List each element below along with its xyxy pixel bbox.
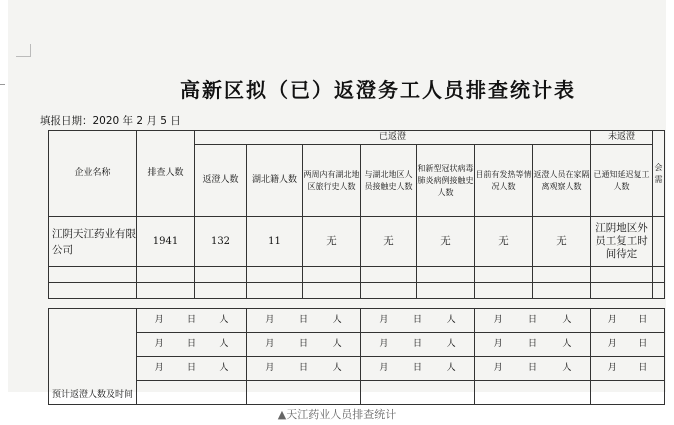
forecast-row: 预计返澄人数及时间 月 日 人 月 日 人 月 日 人 月 日 人 月 日 <box>49 309 665 333</box>
survey-table-wrapper <box>48 130 665 405</box>
page-title: 高新区拟（已）返澄务工人员排查统计表 <box>180 78 576 102</box>
edge-mark <box>0 84 5 90</box>
header-hubei-native: 湖北籍人数 <box>247 145 303 217</box>
company-name: 江阴天江药业有限公司 <box>49 217 137 267</box>
header-contact-pneumonia: 和新型冠状病毒肺炎病例接触史人数 <box>417 145 475 217</box>
isolated-value: 无 <box>533 217 591 267</box>
blank-row <box>49 267 665 283</box>
header-returned-count: 返澄人数 <box>195 145 247 217</box>
header-company: 企业名称 <box>49 131 137 217</box>
survey-table <box>48 130 665 405</box>
spacer-row <box>49 299 665 309</box>
group-header-row <box>49 131 665 145</box>
contact-hubei-value: 无 <box>361 217 417 267</box>
forecast-label: 预计返澄人数及时间 <box>49 309 137 405</box>
header-edge-partial: 会需 <box>653 131 665 217</box>
travel-history-value: 无 <box>303 217 361 267</box>
contact-pneumonia-value: 无 <box>417 217 475 267</box>
header-travel-history: 两周内有湖北地区旅行史人数 <box>303 145 361 217</box>
forecast-row <box>49 381 665 405</box>
group-not-returned: 未返澄 <box>591 131 653 145</box>
hubei-native-count: 11 <box>247 217 303 267</box>
header-isolated: 返澄人员在家隔离观察人数 <box>533 145 591 217</box>
group-returned: 已返澄 <box>195 131 591 145</box>
header-fever-symptoms: 目前有发热等情况人数 <box>475 145 533 217</box>
page-corner-mark <box>16 44 31 57</box>
blank-row <box>49 283 665 299</box>
notified-delay-value: 江阴地区外员工复工时间待定 <box>591 217 653 267</box>
checked-count: 1941 <box>137 217 195 267</box>
document-photo <box>8 0 666 400</box>
image-caption: ▲天江药业人员排查统计 <box>277 408 397 421</box>
forecast-row: 月 日 人 月 日 人 月 日 人 月 日 人 月 日 <box>49 357 665 381</box>
returned-count: 132 <box>195 217 247 267</box>
fill-date: 填报日期：2020 年 2 月 5 日 <box>40 115 181 127</box>
table-row <box>49 217 665 267</box>
fever-symptoms-value: 无 <box>475 217 533 267</box>
header-notified-delay: 已通知延迟复工人数 <box>591 145 653 217</box>
header-contact-hubei: 与湖北地区人员接触史人数 <box>361 145 417 217</box>
header-checked: 排查人数 <box>137 131 195 217</box>
forecast-row: 月 日 人 月 日 人 月 日 人 月 日 人 月 日 <box>49 333 665 357</box>
